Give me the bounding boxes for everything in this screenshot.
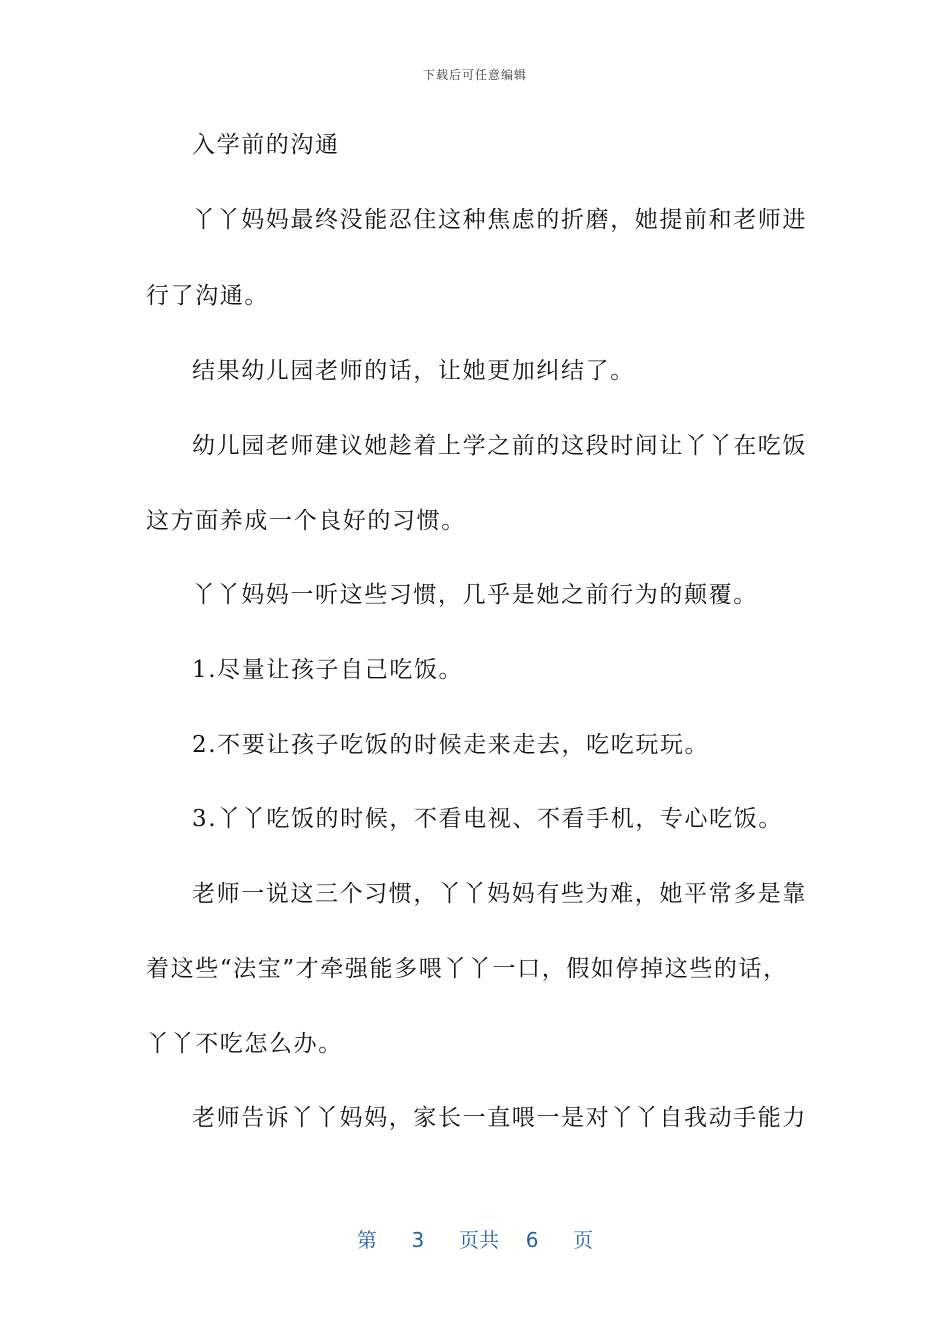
footer-suffix: 页 <box>573 1228 594 1252</box>
paragraph-line: 这方面养成一个良好的习惯。 <box>146 508 466 534</box>
footer-middle: 页共 <box>459 1228 499 1252</box>
paragraph-line: 丫丫妈妈一听这些习惯，几乎是她之前行为的颠覆。 <box>192 582 758 608</box>
list-item: 2.不要让孩子吃饭的时候走来走去，吃吃玩玩。 <box>192 732 710 758</box>
page-footer <box>0 1224 950 1253</box>
paragraph-line: 老师一说这三个习惯，丫丫妈妈有些为难，她平常多是靠 <box>192 881 807 907</box>
list-item: 3.丫丫吃饭的时候，不看电视、不看手机，专心吃饭。 <box>192 806 783 832</box>
footer-current-page: 3 <box>411 1228 425 1252</box>
footer-total-pages: 6 <box>525 1228 539 1252</box>
page-header-note: 下载后可任意编辑 <box>422 68 527 82</box>
paragraph-line: 结果幼儿园老师的话，让她更加纠结了。 <box>192 358 635 384</box>
section-heading: 入学前的沟通 <box>192 132 340 158</box>
paragraph-line: 丫丫妈妈最终没能忍住这种焦虑的折磨，她提前和老师进 <box>192 207 807 233</box>
list-item: 1.尽量让孩子自己吃饭。 <box>192 657 464 683</box>
paragraph-line: 老师告诉丫丫妈妈，家长一直喂一是对丫丫自我动手能力 <box>192 1105 807 1131</box>
paragraph-line: 丫丫不吃怎么办。 <box>146 1031 343 1057</box>
paragraph-line: 着这些“法宝”才牵强能多喂丫丫一口，假如停掉这些的话， <box>146 956 788 982</box>
paragraph-line: 幼儿园老师建议她趁着上学之前的这段时间让丫丫在吃饭 <box>192 433 807 459</box>
paragraph-line: 行了沟通。 <box>146 283 269 309</box>
footer-prefix: 第 <box>356 1228 377 1252</box>
